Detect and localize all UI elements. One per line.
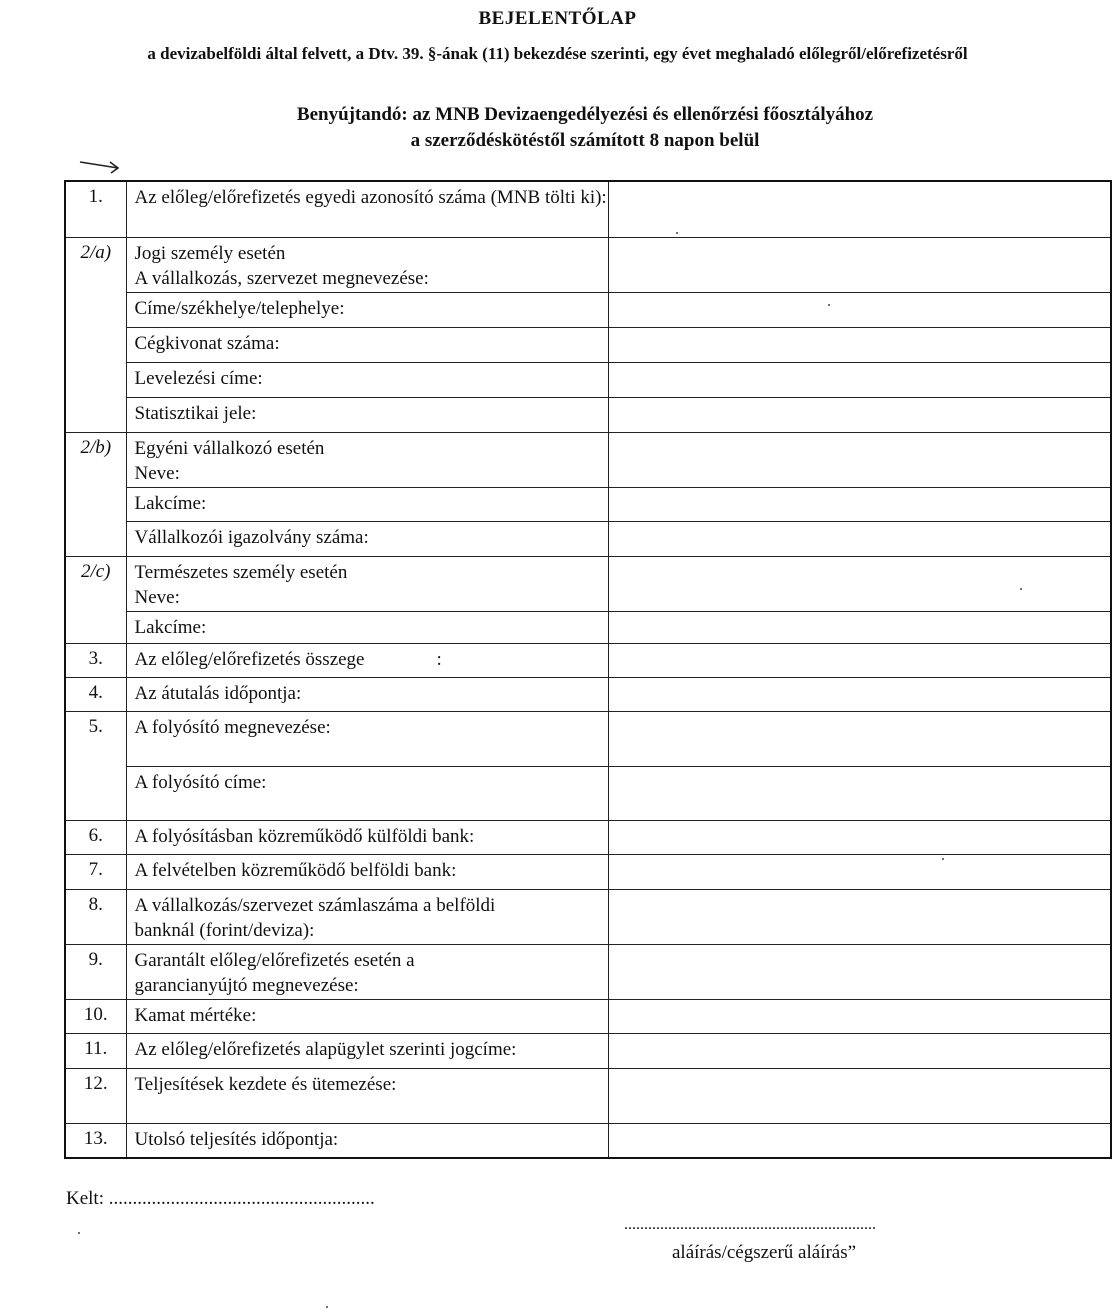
row-label: A folyósításban közreműködő külföldi bank: <box>126 820 608 854</box>
row-number <box>65 556 126 611</box>
form-row-2a <box>65 237 1111 292</box>
form-row-1 <box>65 181 1111 237</box>
row-label: Az előleg/előrefizetés egyedi azonosító száma (MNB tölti ki): <box>126 181 608 237</box>
scan-speck <box>78 1232 80 1234</box>
scan-speck <box>942 858 944 860</box>
form-row-2c <box>65 556 1111 611</box>
row-label-line1: A vállalkozás/szervezet számlaszáma a belföldi <box>134 894 496 916</box>
row-label <box>126 889 608 944</box>
row-number: 7. <box>65 854 126 889</box>
row-label: A folyósító címe: <box>126 766 608 820</box>
form-row-9 <box>65 944 1111 999</box>
row-label-line2: Neve: <box>134 586 180 608</box>
row-value-field[interactable] <box>608 643 1111 677</box>
handwritten-arrow-icon <box>78 154 122 174</box>
form-row-12 <box>65 1068 1111 1123</box>
row-number: 4. <box>65 677 126 711</box>
row-value-field[interactable] <box>608 327 1111 362</box>
row-number: 10. <box>65 999 126 1033</box>
row-value-field[interactable] <box>608 181 1111 237</box>
scan-speck <box>828 304 830 306</box>
row-value-field[interactable] <box>608 711 1111 766</box>
row-value-field[interactable] <box>608 1123 1111 1158</box>
row-value-field[interactable] <box>608 487 1111 521</box>
scan-speck <box>326 1306 328 1308</box>
form-row-2b <box>65 432 1111 487</box>
row-label-text: Az előleg/előrefizetés összege <box>134 648 365 670</box>
row-number: 1. <box>65 181 126 237</box>
row-value-field[interactable] <box>608 944 1111 999</box>
signature-line[interactable]: ............................................................... <box>624 1216 876 1233</box>
row-value-field[interactable] <box>608 820 1111 854</box>
form-row-2b-license <box>65 521 1111 556</box>
row-value-field[interactable] <box>608 362 1111 397</box>
row-label: Utolsó teljesítés időpontja: <box>126 1123 608 1158</box>
row-value-field[interactable] <box>608 854 1111 889</box>
row-value-field[interactable] <box>608 1033 1111 1068</box>
row-number-text: 2/a) <box>80 241 112 263</box>
row-label: Az előleg/előrefizetés alapügylet szerinti jogcíme: <box>126 1033 608 1068</box>
form-row-7 <box>65 854 1111 889</box>
row-value-field[interactable] <box>608 999 1111 1033</box>
form-row-2a-address <box>65 292 1111 327</box>
row-label-line1: Garantált előleg/előrefizetés esetén a <box>134 949 415 971</box>
row-label: A folyósító megnevezése: <box>126 711 608 766</box>
row-number: 9. <box>65 944 126 999</box>
row-label: Kamat mértéke: <box>126 999 608 1033</box>
date-place-field[interactable]: Kelt: ........................................................ <box>66 1188 375 1209</box>
form-row-6 <box>65 820 1111 854</box>
row-label-line1: Jogi személy esetén <box>134 242 286 264</box>
row-value-field[interactable] <box>608 766 1111 820</box>
row-number: 5. <box>65 711 126 766</box>
form-row-5 <box>65 711 1111 766</box>
row-value-field[interactable] <box>608 611 1111 643</box>
row-label <box>126 944 608 999</box>
form-row-4 <box>65 677 1111 711</box>
form-row-2a-mailing <box>65 362 1111 397</box>
row-number: 12. <box>65 1068 126 1123</box>
registration-form-table <box>64 180 1112 1159</box>
form-row-3 <box>65 643 1111 677</box>
form-row-10 <box>65 999 1111 1033</box>
row-label: Az átutalás időpontja: <box>126 677 608 711</box>
row-value-field[interactable] <box>608 889 1111 944</box>
form-subtitle: a devizabelföldi által felvett, a Dtv. 39. §-ának (11) bekezdése szerinti, egy évet meghaladó előlegről/előrefizetésről <box>147 44 968 63</box>
row-value-field[interactable] <box>608 397 1111 432</box>
form-row-8 <box>65 889 1111 944</box>
row-label <box>126 237 608 292</box>
row-label: Címe/székhelye/telephelye: <box>126 292 608 327</box>
row-value-field[interactable] <box>608 677 1111 711</box>
scan-speck <box>676 232 678 234</box>
row-label: Lakcíme: <box>126 611 608 643</box>
form-row-5-address <box>65 766 1111 820</box>
row-label-line2: banknál (forint/deviza): <box>134 919 315 941</box>
row-label-colon: : <box>436 648 442 670</box>
row-label <box>126 556 608 611</box>
row-value-field[interactable] <box>608 292 1111 327</box>
row-label-line1: Természetes személy esetén <box>134 561 348 583</box>
submit-instruction-line1: Benyújtandó: az MNB Devizaengedélyezési és ellenőrzési főosztályához <box>296 104 874 125</box>
row-label-line2: Neve: <box>134 462 180 484</box>
row-number-text: 2/c) <box>80 560 111 582</box>
row-number: 13. <box>65 1123 126 1158</box>
row-number: 3. <box>65 643 126 677</box>
row-label: Levelezési címe: <box>126 362 608 397</box>
form-row-2b-address <box>65 487 1111 521</box>
row-label <box>126 432 608 487</box>
row-label-line2: garancianyújtó megnevezése: <box>134 974 359 996</box>
row-number: 11. <box>65 1033 126 1068</box>
row-value-field[interactable] <box>608 237 1111 292</box>
form-row-13 <box>65 1123 1111 1158</box>
signature-caption: aláírás/cégszerű aláírás” <box>672 1242 857 1263</box>
row-number: 6. <box>65 820 126 854</box>
row-number-text: 2/b) <box>80 436 112 458</box>
row-number: 8. <box>65 889 126 944</box>
row-label <box>126 643 608 677</box>
row-value-field[interactable] <box>608 432 1111 487</box>
row-label: Statisztikai jele: <box>126 397 608 432</box>
form-row-2a-company-reg <box>65 327 1111 362</box>
form-row-11 <box>65 1033 1111 1068</box>
submit-instruction-line2: a szerződéskötéstől számított 8 napon belül <box>410 130 760 151</box>
row-number <box>65 237 126 292</box>
form-row-2c-address <box>65 611 1111 643</box>
row-label: A felvételben közreműködő belföldi bank: <box>126 854 608 889</box>
row-label-line2: A vállalkozás, szervezet megnevezése: <box>134 267 429 289</box>
row-label: Lakcíme: <box>126 487 608 521</box>
form-title: BEJELENTŐLAP <box>478 8 637 29</box>
row-number <box>65 432 126 487</box>
row-value-field[interactable] <box>608 556 1111 611</box>
row-label: Cégkivonat száma: <box>126 327 608 362</box>
form-row-2a-stat <box>65 397 1111 432</box>
row-value-field[interactable] <box>608 1068 1111 1123</box>
row-label: Teljesítések kezdete és ütemezése: <box>126 1068 608 1123</box>
scan-speck <box>1020 588 1022 590</box>
row-value-field[interactable] <box>608 521 1111 556</box>
row-label: Vállalkozói igazolvány száma: <box>126 521 608 556</box>
row-label-line1: Egyéni vállalkozó esetén <box>134 437 325 459</box>
